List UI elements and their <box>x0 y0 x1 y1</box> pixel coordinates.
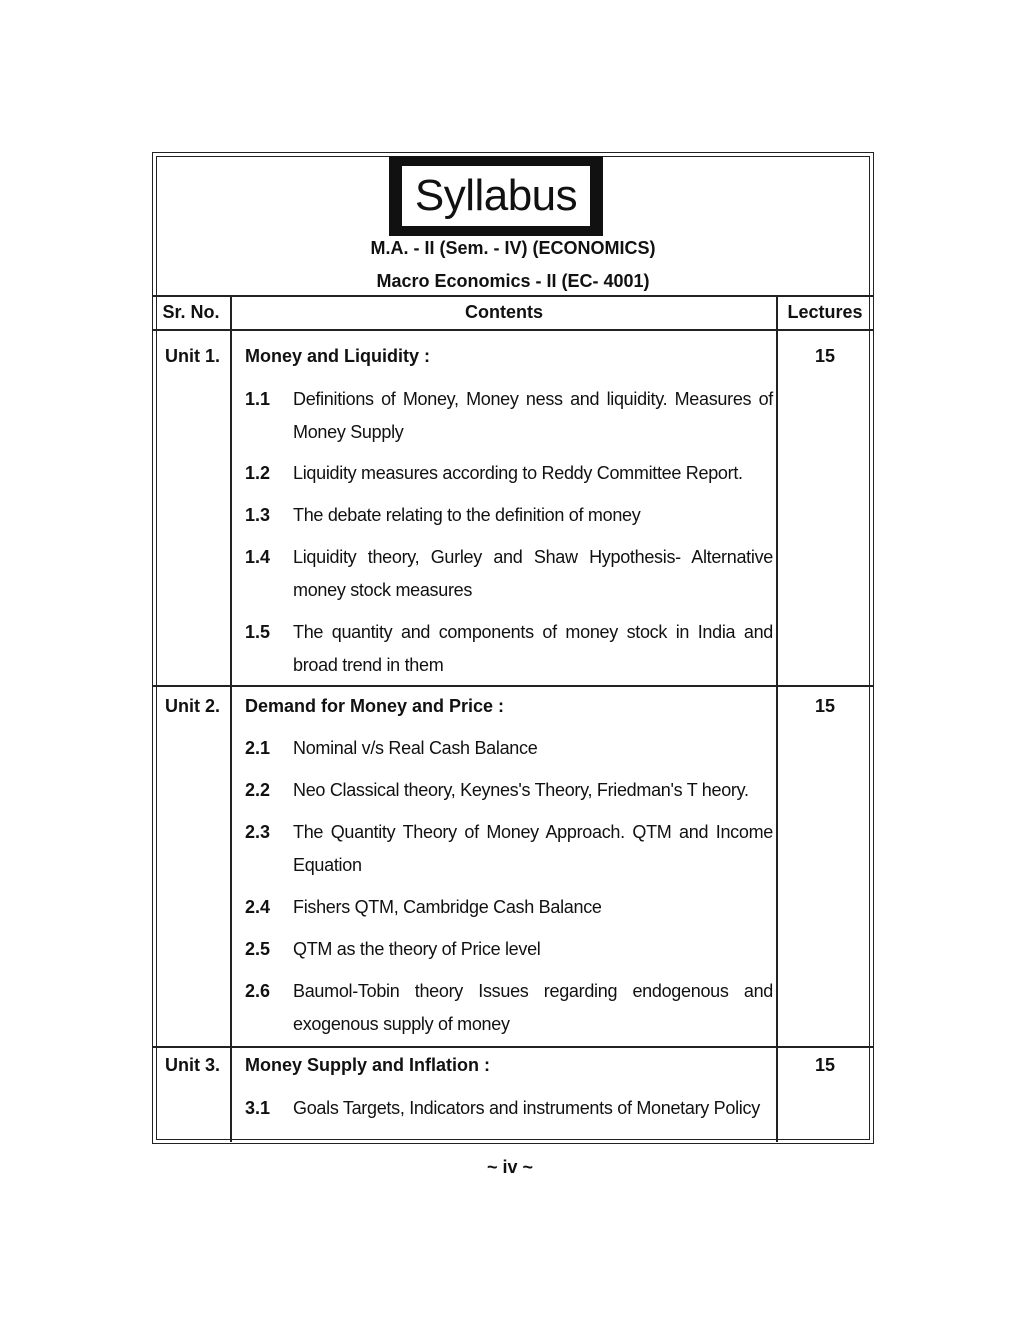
item-number: 1.3 <box>245 505 271 525</box>
item-text: The Quantity Theory of Money Approach. QTM and Income Equation <box>293 822 773 875</box>
item-text: The debate relating to the definition of money <box>293 505 641 525</box>
syllabus-title-box <box>389 156 603 236</box>
item-number: 2.3 <box>245 822 271 842</box>
item-number: 1.2 <box>245 463 271 483</box>
header-bottom-rule <box>152 329 874 331</box>
header-contents: Contents <box>465 302 543 322</box>
unit-label: Unit 3. <box>165 1055 221 1075</box>
item-text: Liquidity theory, Gurley and Shaw Hypothesis- Alternative money stock measures <box>293 547 773 600</box>
item-number: 2.5 <box>245 939 271 959</box>
item-number: 3.1 <box>245 1098 271 1118</box>
item-number: 1.1 <box>245 389 271 409</box>
unit-label: Unit 2. <box>165 696 221 716</box>
item-number: 2.6 <box>245 981 271 1001</box>
unit-lectures: 15 <box>814 346 836 366</box>
course-heading: M.A. - II (Sem. - IV) (ECONOMICS) <box>370 238 656 258</box>
syllabus-title: Syllabus <box>402 166 590 226</box>
unit-label: Unit 1. <box>165 346 221 366</box>
header-srno: Sr. No. <box>162 302 220 322</box>
unit2-bottom-rule <box>152 1046 874 1048</box>
item-number: 2.2 <box>245 780 271 800</box>
item-text: Baumol-Tobin theory Issues regarding endogenous and exogenous supply of money <box>293 981 773 1034</box>
item-text: The quantity and components of money stock in India and broad trend in them <box>293 622 773 675</box>
unit-lectures: 15 <box>814 1055 836 1075</box>
page-number: ~ iv ~ <box>486 1157 534 1177</box>
unit-title: Money and Liquidity : <box>245 346 430 366</box>
unit1-bottom-rule <box>152 685 874 687</box>
item-text: Goals Targets, Indicators and instruments of Monetary Policy <box>293 1098 760 1118</box>
item-text: Definitions of Money, Money ness and liquidity. Measures of Money Supply <box>293 389 773 442</box>
col-divider-right <box>776 295 778 1142</box>
paper-heading: Macro Economics - II (EC- 4001) <box>376 271 650 291</box>
item-number: 1.4 <box>245 547 271 567</box>
item-text: Neo Classical theory, Keynes's Theory, Friedman's T heory. <box>293 780 749 800</box>
col-divider-left <box>230 295 232 1142</box>
item-text: Liquidity measures according to Reddy Committee Report. <box>293 463 743 483</box>
item-number: 2.1 <box>245 738 271 758</box>
unit-lectures: 15 <box>814 696 836 716</box>
item-text: Fishers QTM, Cambridge Cash Balance <box>293 897 602 917</box>
header-lectures: Lectures <box>787 302 863 322</box>
item-number: 1.5 <box>245 622 271 642</box>
unit-title: Money Supply and Inflation : <box>245 1055 490 1075</box>
item-text: Nominal v/s Real Cash Balance <box>293 738 538 758</box>
unit-title: Demand for Money and Price : <box>245 696 505 716</box>
item-number: 2.4 <box>245 897 271 917</box>
table-top-rule <box>152 295 874 297</box>
item-text: QTM as the theory of Price level <box>293 939 541 959</box>
